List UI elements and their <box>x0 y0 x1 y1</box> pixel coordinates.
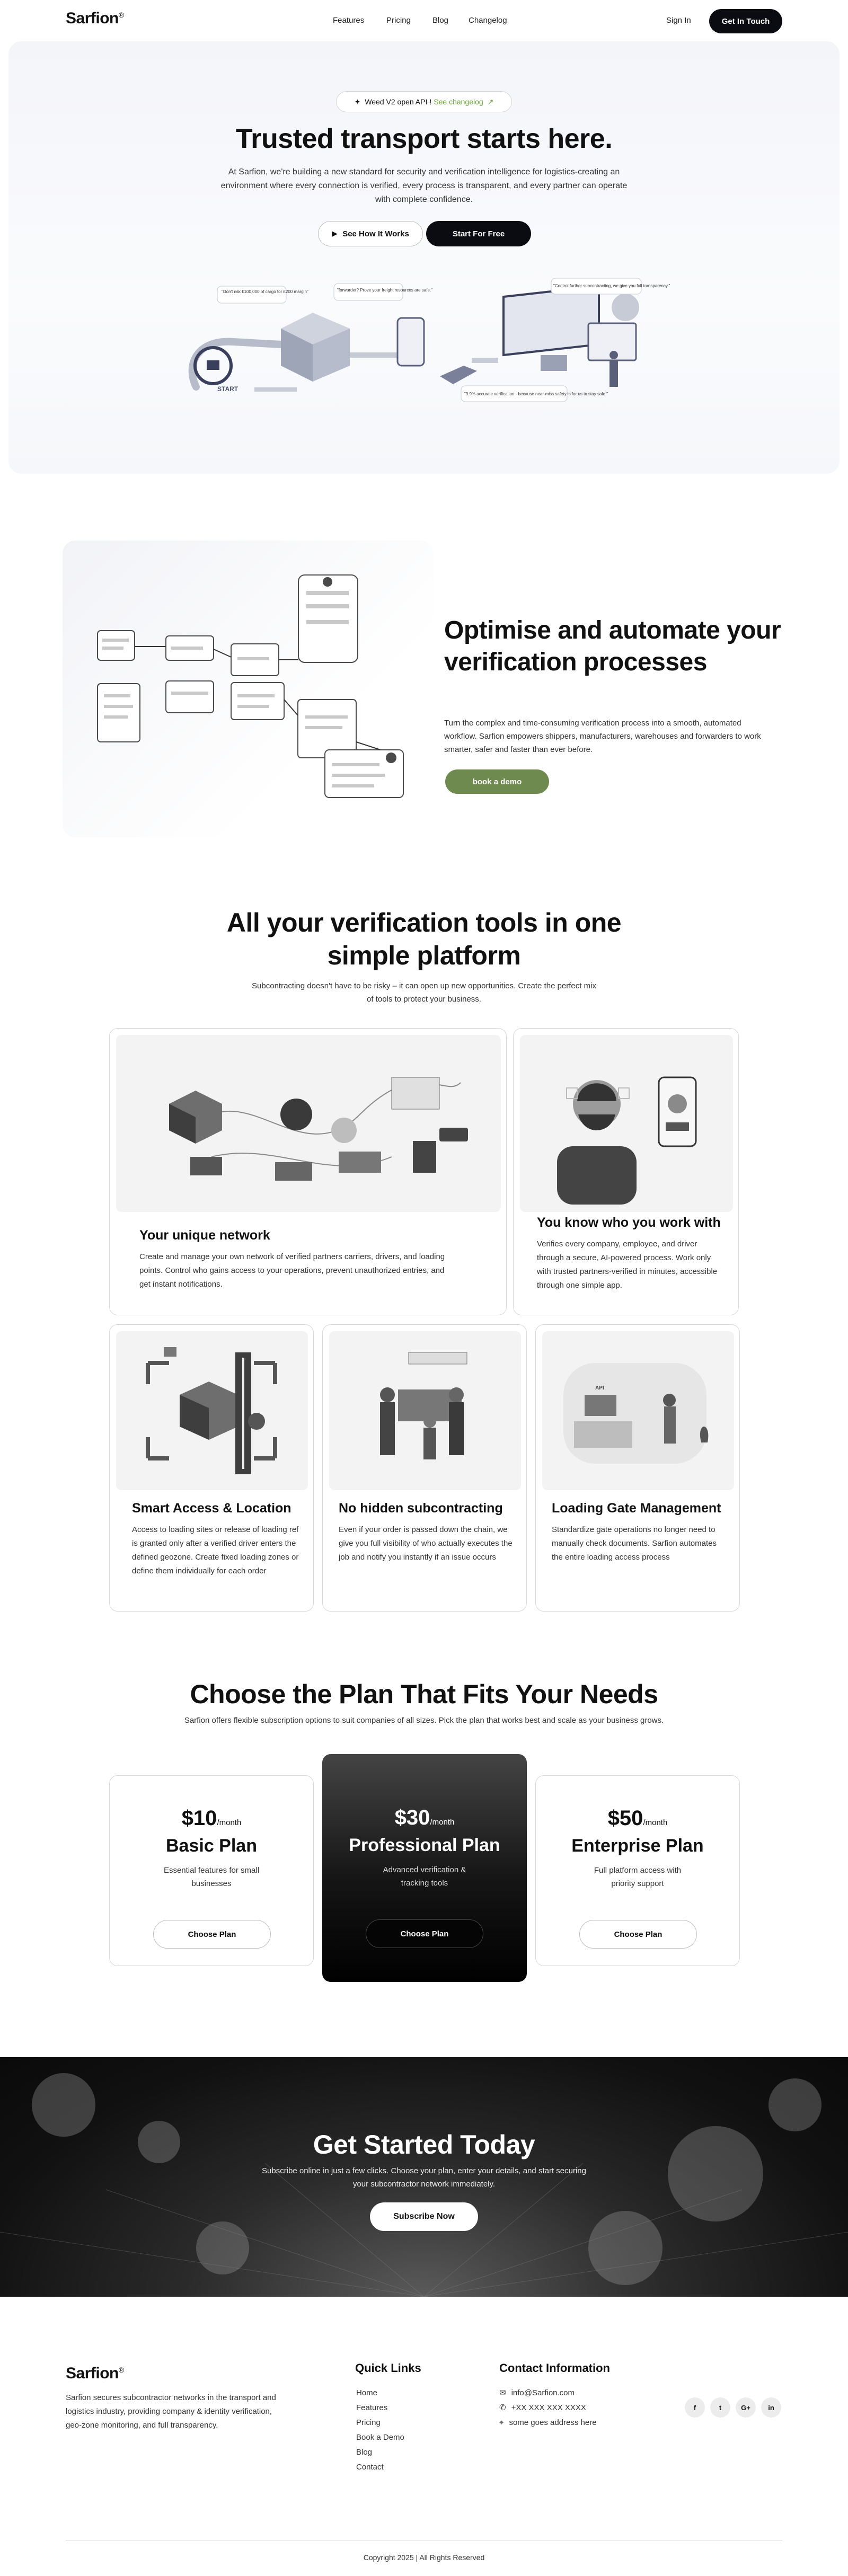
plan-per-professional: /month <box>430 1818 455 1827</box>
twitter-icon[interactable]: t <box>710 2397 730 2418</box>
illus-quote-1: "Don't risk £100,000 of cargo for £200 margin" <box>222 289 308 294</box>
choose-plan-professional-button[interactable]: Choose Plan <box>366 1919 483 1948</box>
plan-card-basic <box>109 1775 314 1966</box>
sparkle-icon: ✦ <box>354 97 361 106</box>
top-nav <box>0 0 848 42</box>
card-title-loading-gate: Loading Gate Management <box>552 1501 721 1516</box>
hero-title: Trusted transport starts here. <box>235 123 613 154</box>
see-how-it-works-label: See How It Works <box>342 229 409 238</box>
card-text-network: Create and manage your own network of verified partners carriers, drivers, and loading points. Control who gains access to your operations, prevent unauthorized entries, and get instant notifications. <box>139 1252 445 1289</box>
footer-registered-mark: ® <box>118 2366 124 2374</box>
tools-title: All your verification tools in one simple platform <box>226 908 622 970</box>
verification-illustration <box>520 1035 733 1212</box>
footer-link-book-demo[interactable]: Book a Demo <box>356 2433 404 2442</box>
footer-logo[interactable] <box>66 2365 124 2383</box>
tools-subtitle: Subcontracting doesn't have to be risky – it can open up new opportunities. Create the perfect mix of tools to protect your business. <box>252 981 596 1004</box>
start-for-free-button[interactable]: Start For Free <box>426 221 531 246</box>
plan-card-professional <box>322 1754 527 1982</box>
feature-card-know-who <box>513 1028 739 1315</box>
loading-gate-illustration <box>542 1331 734 1490</box>
hero-illustration <box>175 276 673 413</box>
pricing-subtitle: Sarfion offers flexible subscription options to suit companies of all sizes. Pick the plan that works best and scale as your business grows. <box>184 1716 664 1725</box>
illus-quote-3: "Control further subcontracting, we give you full transparency." <box>553 284 670 288</box>
card-text-smart-access: Access to loading sites or release of loading ref is granted only after a verified driver enters the defined geozone. Create fixed loading zones or define them individually for each order <box>132 1525 299 1575</box>
choose-plan-basic-button[interactable]: Choose Plan <box>153 1920 271 1949</box>
feature-card-subcontracting <box>322 1324 527 1612</box>
plan-name-professional: Professional Plan <box>349 1835 500 1855</box>
card-text-loading-gate: Standardize gate operations no longer need to manually check documents. Sarfion automates the entire loading access process <box>552 1525 717 1562</box>
card-title-know-who: You know who you work with <box>537 1215 721 1230</box>
illus-start-label: START <box>217 385 238 393</box>
nav-link-changelog[interactable]: Changelog <box>469 16 507 25</box>
cta-text: Subscribe online in just a few clicks. Choose your plan, enter your details, and start securing your subcontractor network immediately. <box>262 2166 586 2189</box>
feature-card-network <box>109 1028 507 1315</box>
contact-email[interactable]: info@Sarfion.com <box>511 2388 575 2397</box>
plan-desc-enterprise: Full platform access with priority support <box>594 1866 682 1888</box>
subcontracting-illustration <box>329 1331 521 1490</box>
plan-name-enterprise: Enterprise Plan <box>571 1836 704 1856</box>
changelog-badge[interactable]: ✦ Weed V2 open API ! See changelog ↗ <box>336 91 512 112</box>
mail-icon: ✉ <box>499 2388 506 2397</box>
workflow-diagram <box>63 541 434 837</box>
plan-per-enterprise: /month <box>643 1818 668 1827</box>
card-title-subcontracting: No hidden subcontracting <box>339 1501 503 1516</box>
plan-name-basic: Basic Plan <box>166 1836 257 1856</box>
contact-list <box>499 2386 597 2430</box>
footer-link-pricing[interactable]: Pricing <box>356 2418 381 2427</box>
badge-text: Weed V2 open API <box>365 98 428 106</box>
copyright: Copyright 2025 | All Rights Reserved <box>363 2553 485 2562</box>
footer-link-home[interactable]: Home <box>356 2388 378 2397</box>
svg-text:API: API <box>595 1385 604 1391</box>
plan-desc-basic: Essential features for small businesses <box>163 1866 260 1888</box>
workflow-illustration-panel <box>63 541 434 837</box>
card-title-smart-access: Smart Access & Location <box>132 1501 292 1516</box>
plan-price-basic: $10 <box>181 1807 217 1830</box>
plan-price-enterprise: $50 <box>607 1807 643 1830</box>
logo[interactable] <box>66 10 124 28</box>
contact-title: Contact Information <box>499 2361 610 2375</box>
card-text-subcontracting: Even if your order is passed down the chain, we give you full visibility of who actually executes the job and notify you instantly if an issue occurs <box>339 1525 513 1562</box>
sign-in-link[interactable]: Sign In <box>666 16 691 25</box>
cta-title: Get Started Today <box>313 2130 535 2159</box>
footer-about: Sarfion secures subcontractor networks in the transport and logistics industry, providing company & identity verification, geo-zone monitoring, and full transparency. <box>66 2393 276 2430</box>
get-in-touch-button[interactable]: Get In Touch <box>709 9 782 33</box>
contact-phone[interactable]: +XX XXX XXX XXXX <box>511 2403 586 2412</box>
subscribe-now-button[interactable]: Subscribe Now <box>370 2202 478 2231</box>
quick-links-title: Quick Links <box>355 2361 421 2375</box>
location-pin-icon: ⌖ <box>499 2418 504 2427</box>
feature-card-smart-access <box>109 1324 314 1612</box>
card-title-network: Your unique network <box>139 1228 270 1243</box>
plan-card-enterprise <box>535 1775 740 1966</box>
network-illustration <box>116 1035 501 1212</box>
illus-quote-4: "9.9% accurate verification - because near-miss safety is for us to stay safe." <box>464 392 608 396</box>
plan-price-professional: $30 <box>394 1806 430 1829</box>
footer-divider <box>66 2540 782 2541</box>
plan-per-basic: /month <box>217 1818 242 1827</box>
pricing-title: Choose the Plan That Fits Your Needs <box>190 1679 658 1709</box>
nav-link-features[interactable]: Features <box>333 16 365 25</box>
badge-link[interactable]: See changelog <box>434 98 483 106</box>
optimise-title: Optimise and automate your verification processes <box>444 616 781 676</box>
phone-icon: ✆ <box>499 2403 506 2412</box>
nav-link-pricing[interactable]: Pricing <box>386 16 411 25</box>
plan-desc-professional: Advanced verification & tracking tools <box>383 1865 466 1888</box>
book-a-demo-button[interactable]: book a demo <box>445 769 549 794</box>
illus-quote-2: "forwarder? Prove your freight resources are safe." <box>337 288 432 293</box>
facebook-icon[interactable]: f <box>685 2397 705 2418</box>
google-plus-icon[interactable]: G+ <box>736 2397 756 2418</box>
hero-subtitle: At Sarfion, we're building a new standard for security and verification intelligence for logistics-creating an environment where every connection is verified, every process is transparent, and every partner can operate with complete confidence. <box>220 167 628 204</box>
nav-link-blog[interactable]: Blog <box>432 16 449 25</box>
arrow-up-right-icon: ↗ <box>487 97 494 106</box>
footer-link-features[interactable]: Features <box>356 2403 388 2412</box>
optimise-text: Turn the complex and time-consuming verification process into a smooth, automated workflow. Sarfion empowers shippers, manufacturers, warehouses and forwarders to work smarter, safer and faster than ever before. <box>444 719 761 754</box>
feature-card-loading-gate <box>535 1324 740 1612</box>
see-how-it-works-button[interactable] <box>318 221 423 246</box>
logo-text: Sarfion <box>66 10 119 27</box>
quick-links-list <box>356 2386 404 2475</box>
card-text-know-who: Verifies every company, employee, and driver through a secure, AI-powered process. Work only with trusted partners-verified in minutes, accessible through one simple app. <box>537 1240 718 1290</box>
footer-logo-text: Sarfion <box>66 2365 119 2382</box>
contact-address: some goes address here <box>509 2418 597 2427</box>
social-icons <box>685 2397 781 2418</box>
play-icon: ▶ <box>332 229 338 237</box>
linkedin-icon[interactable]: in <box>761 2397 781 2418</box>
geozone-illustration <box>116 1331 308 1490</box>
choose-plan-enterprise-button[interactable]: Choose Plan <box>579 1920 697 1949</box>
footer-link-contact[interactable]: Contact <box>356 2463 384 2472</box>
footer-link-blog[interactable]: Blog <box>356 2448 373 2457</box>
registered-mark: ® <box>118 11 124 19</box>
